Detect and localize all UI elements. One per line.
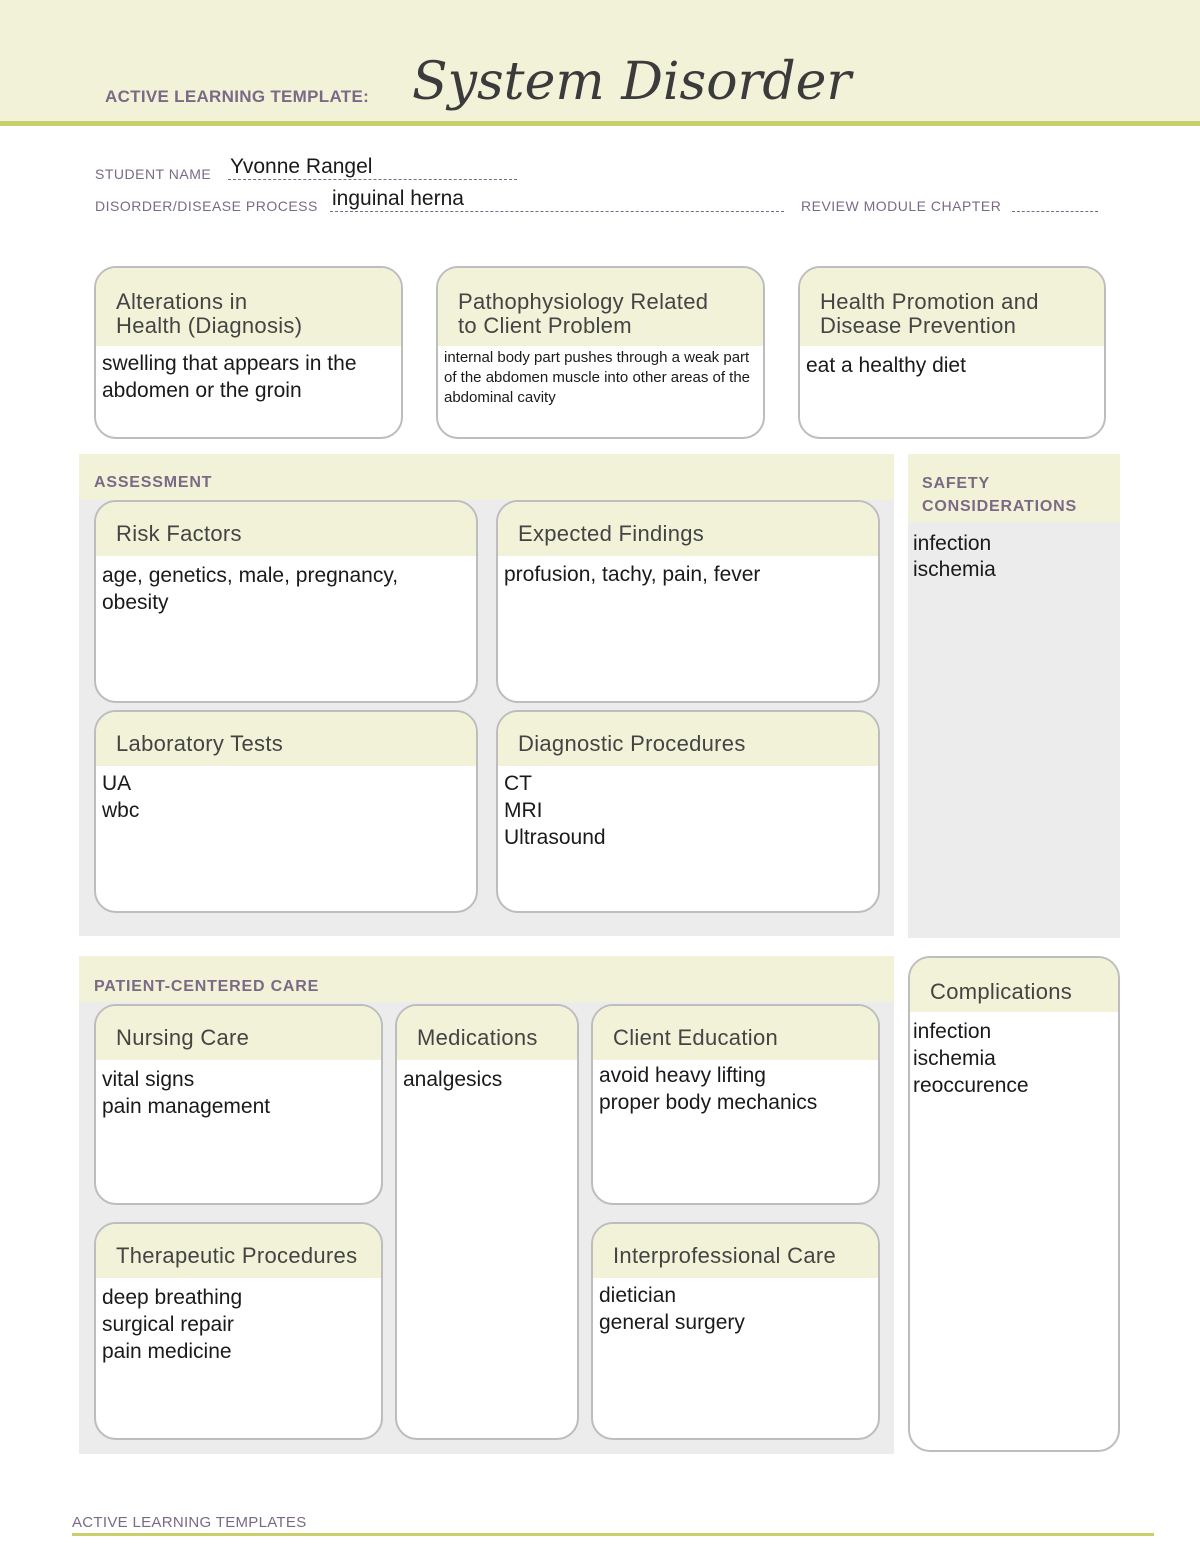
interprofessional-care-body[interactable]: dietician general surgery: [599, 1284, 745, 1334]
interprofessional-care-title: Interprofessional Care: [593, 1224, 878, 1278]
pathophysiology-body[interactable]: internal body part pushes through a weak part of the abdomen muscle into other areas of the abdominal cavity: [444, 349, 751, 406]
therapeutic-procedures-title: Therapeutic Procedures: [96, 1224, 381, 1278]
client-education-body[interactable]: avoid heavy lifting proper body mechanics: [599, 1064, 818, 1114]
header-divider: [0, 121, 1200, 126]
laboratory-tests-body[interactable]: UA wbc: [102, 772, 140, 822]
medications-title: Medications: [397, 1006, 577, 1060]
expected-findings-body[interactable]: profusion, tachy, pain, fever: [504, 563, 761, 586]
risk-factors-title: Risk Factors: [96, 502, 476, 556]
student-name-label: STUDENT NAME: [95, 166, 212, 182]
alterations-title: Alterations in Health (Diagnosis): [96, 268, 401, 346]
safety-considerations-title: SAFETY CONSIDERATIONS: [922, 475, 1077, 515]
risk-factors-card: [94, 500, 478, 703]
nursing-care-body[interactable]: vital signs pain management: [102, 1068, 271, 1118]
pathophysiology-card: [436, 266, 765, 439]
nursing-care-card: [94, 1004, 383, 1205]
health-promotion-card: [798, 266, 1106, 439]
footer-divider: [72, 1533, 1154, 1536]
nursing-care-title: Nursing Care: [96, 1006, 381, 1060]
risk-factors-body[interactable]: age, genetics, male, pregnancy, obesity: [102, 564, 399, 614]
diagnostic-procedures-body[interactable]: CT MRI Ultrasound: [504, 772, 606, 849]
safety-considerations-panel: [908, 454, 1120, 938]
assessment-title: ASSESSMENT: [94, 474, 213, 491]
footer-label: ACTIVE LEARNING TEMPLATES: [72, 1514, 307, 1531]
template-title: System Disorder: [412, 52, 852, 112]
complications-card: [908, 956, 1120, 1452]
complications-title: Complications: [910, 958, 1118, 1012]
health-promotion-title: Health Promotion and Disease Prevention: [800, 268, 1104, 346]
chapter-field[interactable]: [1012, 210, 1098, 212]
client-education-title: Client Education: [593, 1006, 878, 1060]
safety-considerations-body[interactable]: infection ischemia: [913, 532, 996, 581]
disorder-field[interactable]: inguinal herna: [332, 187, 464, 210]
therapeutic-procedures-body[interactable]: deep breathing surgical repair pain medicine: [102, 1286, 243, 1363]
complications-body[interactable]: infection ischemia reoccurence: [913, 1020, 1029, 1097]
chapter-label: REVIEW MODULE CHAPTER: [801, 198, 1002, 214]
template-kicker: ACTIVE LEARNING TEMPLATE:: [105, 87, 370, 106]
student-name-field[interactable]: Yvonne Rangel: [230, 155, 373, 178]
diagnostic-procedures-card: [496, 710, 880, 913]
expected-findings-card: [496, 500, 880, 703]
alterations-body[interactable]: swelling that appears in the abdomen or the groin: [102, 352, 357, 402]
health-promotion-body[interactable]: eat a healthy diet: [806, 354, 966, 377]
pathophysiology-title: Pathophysiology Related to Client Problem: [438, 268, 763, 346]
diagnostic-procedures-title: Diagnostic Procedures: [498, 712, 878, 766]
therapeutic-procedures-card: [94, 1222, 383, 1440]
disorder-label: DISORDER/DISEASE PROCESS: [95, 198, 318, 214]
alterations-card: [94, 266, 403, 439]
medications-body[interactable]: analgesics: [403, 1068, 503, 1091]
interprofessional-care-card: [591, 1222, 880, 1440]
patient-care-title: PATIENT-CENTERED CARE: [94, 978, 320, 995]
client-education-card: [591, 1004, 880, 1205]
expected-findings-title: Expected Findings: [498, 502, 878, 556]
medications-card: [395, 1004, 579, 1440]
laboratory-tests-card: [94, 710, 478, 913]
laboratory-tests-title: Laboratory Tests: [96, 712, 476, 766]
